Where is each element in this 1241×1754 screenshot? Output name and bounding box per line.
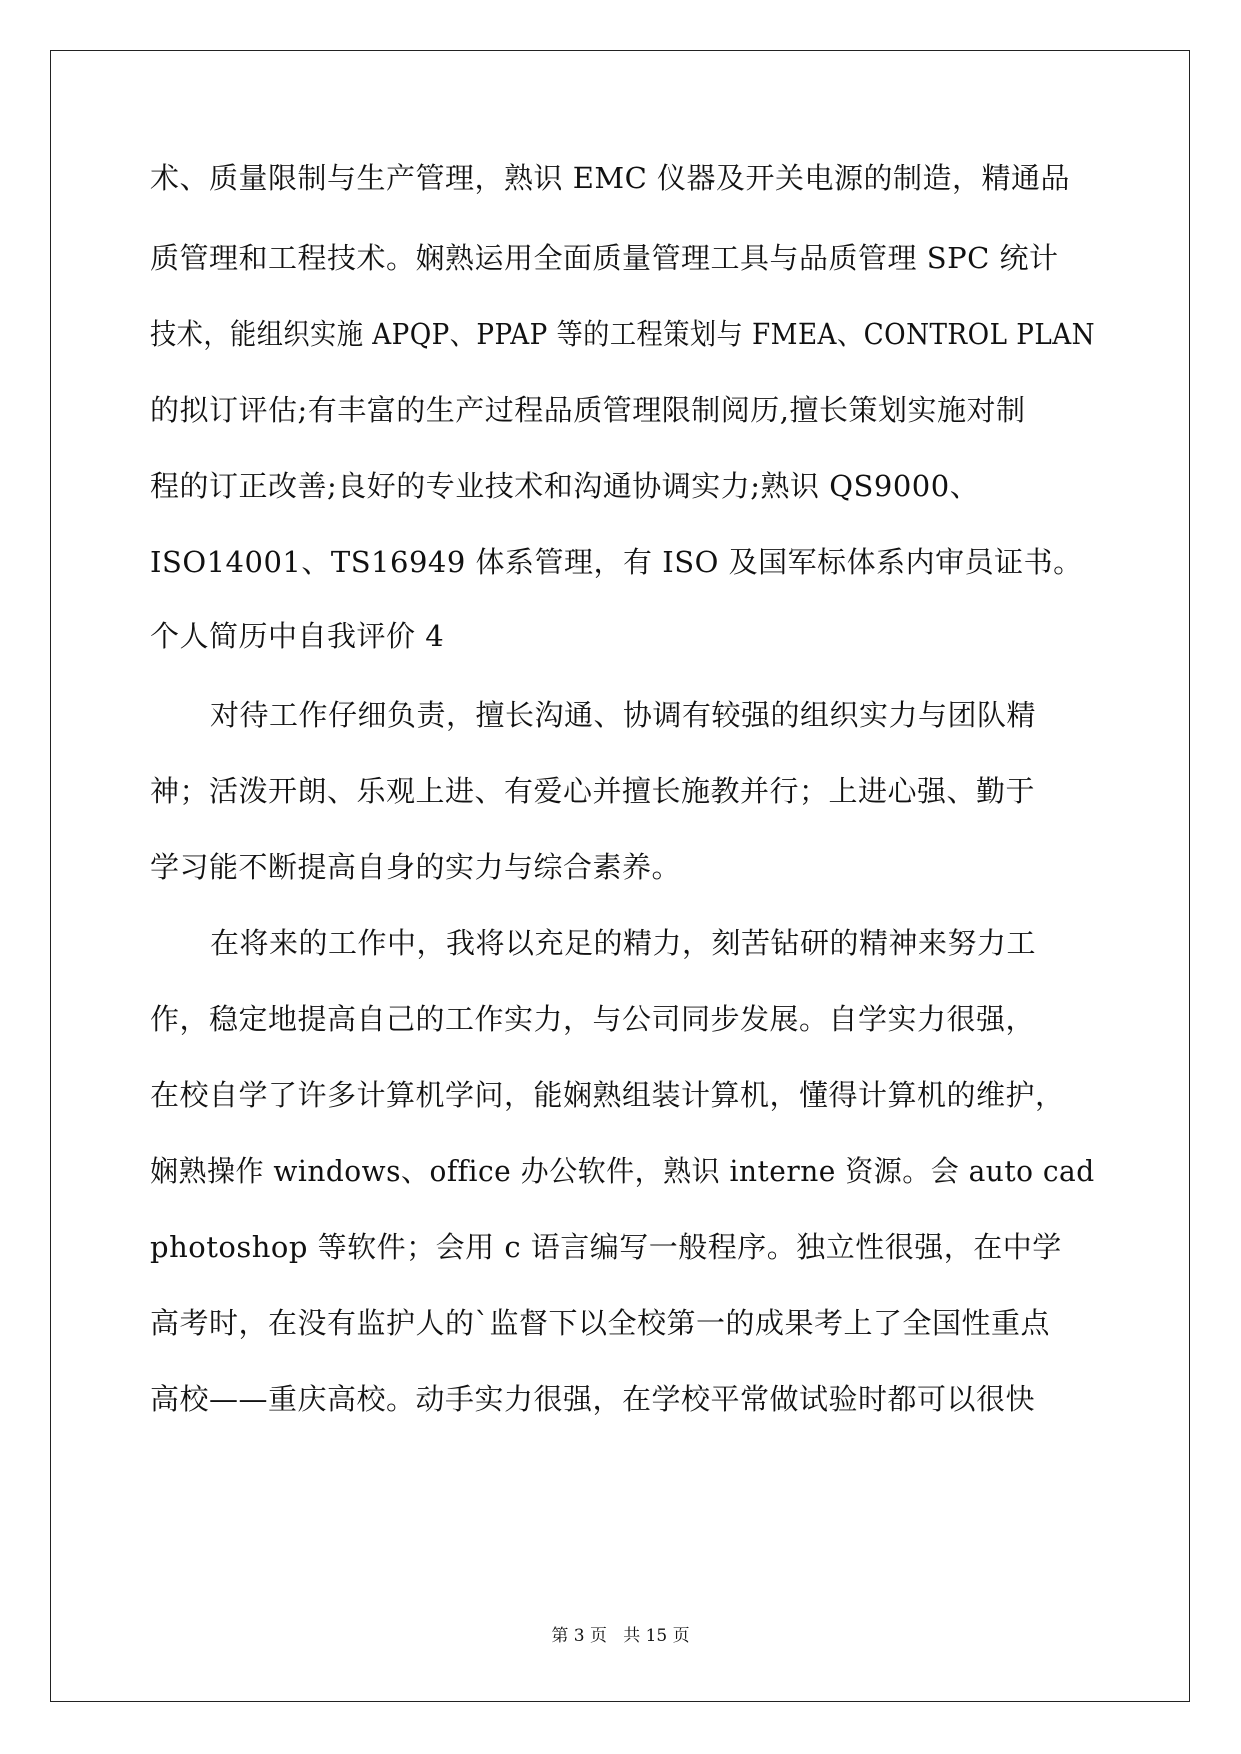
paragraph-first-line: 对待工作仔细负责，擅长沟通、协调有较强的组织实力与团队精 (210, 698, 1037, 732)
text-line: 技术，能组织实施 APQP、PPAP 等的工程策划与 FMEA、CONTROL PLAN (150, 317, 1096, 351)
text-line: 作，稳定地提高自己的工作实力，与公司同步发展。自学实力很强， (150, 1002, 1036, 1036)
text-line: ISO14001、TS16949 体系管理，有 ISO 及国军标体系内审员证书。 (150, 545, 1083, 579)
text-line: 术、质量限制与生产管理，熟识 EMC 仪器及开关电源的制造，精通品 (150, 161, 1070, 195)
text-line: 娴熟操作 windows、office 办公软件，熟识 interne 资源。会 auto cad (150, 1154, 1095, 1188)
text-line: 程的订正改善;良好的专业技术和沟通协调实力;熟识 QS9000、 (150, 469, 980, 503)
text-line: 的拟订评估;有丰富的生产过程品质管理限制阅历,擅长策划实施对制 (150, 393, 1026, 427)
page-number-footer: 第 3 页 共 15 页 (551, 1626, 690, 1646)
text-line: 学习能不断提高自身的实力与综合素养。 (150, 850, 682, 884)
text-line: photoshop 等软件；会用 c 语言编写一般程序。独立性很强，在中学 (150, 1230, 1062, 1264)
text-line: 神；活泼开朗、乐观上进、有爱心并擅长施教并行；上进心强、勤于 (150, 774, 1036, 808)
paragraph-first-line: 在将来的工作中，我将以充足的精力，刻苦钻研的精神来努力工 (210, 926, 1037, 960)
section-heading: 个人简历中自我评价 4 (150, 619, 445, 653)
text-line: 质管理和工程技术。娴熟运用全面质量管理工具与品质管理 SPC 统计 (150, 241, 1059, 275)
text-line: 高校——重庆高校。动手实力很强，在学校平常做试验时都可以很快 (150, 1382, 1036, 1416)
text-line: 高考时，在没有监护人的`监督下以全校第一的成果考上了全国性重点 (150, 1306, 1051, 1340)
text-line: 在校自学了许多计算机学问，能娴熟组装计算机，懂得计算机的维护， (150, 1078, 1065, 1112)
